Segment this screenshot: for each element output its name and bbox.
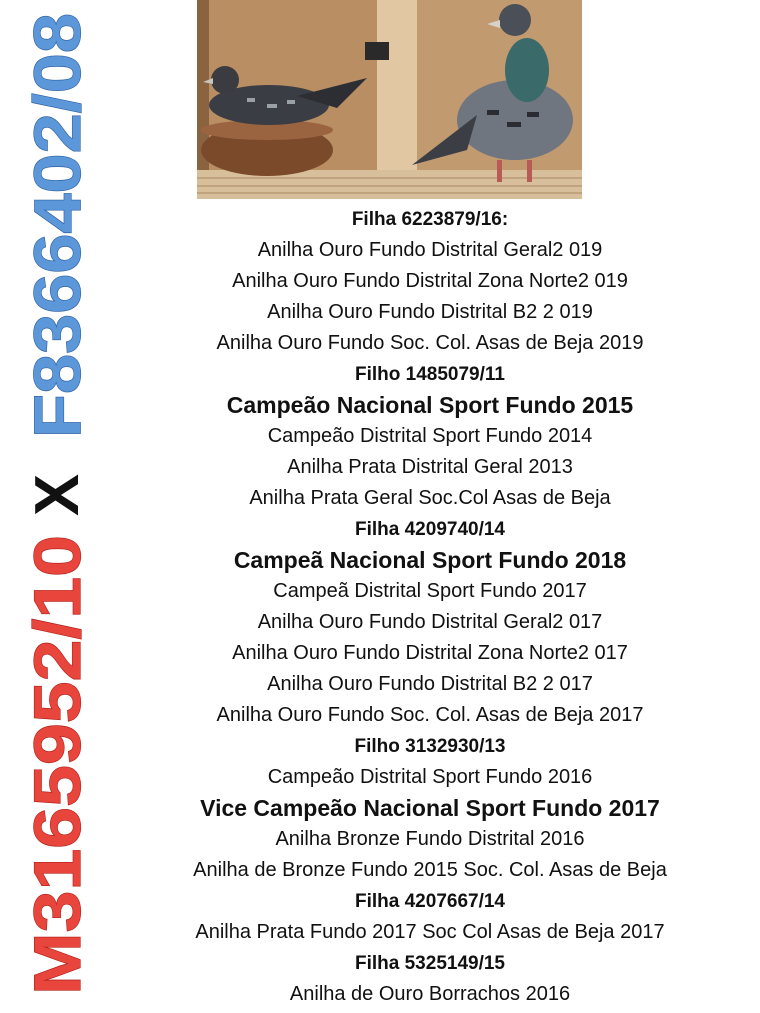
achievement-line: Campeão Distrital Sport Fundo 2016 [267, 766, 593, 788]
achievement-line: Campeã Distrital Sport Fundo 2017 [273, 580, 587, 602]
achievement-line: Anilha Ouro Fundo Distrital B2 2 019 [267, 301, 593, 323]
achievement-line: Anilha Bronze Fundo Distrital 2016 [275, 828, 585, 850]
national-title-line: Campeã Nacional Sport Fundo 2018 [233, 547, 627, 573]
cross-symbol: X [23, 474, 92, 516]
national-title-line: Vice Campeão Nacional Sport Fundo 2017 [200, 795, 660, 821]
achievement-line: Anilha Ouro Fundo Distrital Zona Norte2 019 [232, 270, 628, 292]
achievement-line: Anilha Ouro Fundo Distrital B2 2 017 [267, 673, 593, 695]
pigeon-photo-illustration [197, 0, 582, 199]
achievements-list [100, 204, 760, 1010]
achievement-line: Anilha Ouro Fundo Soc. Col. Asas de Beja 2017 [216, 704, 644, 726]
pedigree-title-graphic [0, 0, 100, 1013]
sire-ring-number: M3165952/10 [20, 591, 94, 995]
dam-ring-number: F8366402/08 [20, 48, 94, 438]
achievement-line: Anilha Prata Geral Soc.Col Asas de Beja [249, 487, 611, 509]
offspring-heading: Filho 3132930/13 [354, 736, 506, 757]
pedigree-title [0, 0, 100, 1013]
national-title-line: Campeão Nacional Sport Fundo 2015 [226, 392, 634, 418]
offspring-heading: Filho 1485079/11 [355, 364, 505, 385]
offspring-heading: Filha 4209740/14 [355, 519, 505, 540]
achievement-line: Anilha Ouro Fundo Distrital Geral2 017 [257, 611, 603, 633]
achievement-line: Campeão Distrital Sport Fundo 2014 [267, 425, 593, 447]
achievement-line: Anilha Ouro Fundo Soc. Col. Asas de Beja 2019 [216, 332, 644, 354]
achievement-line: Anilha de Bronze Fundo 2015 Soc. Col. Asas de Beja [193, 859, 667, 881]
achievement-line: Anilha Prata Fundo 2017 Soc Col Asas de Beja 2017 [195, 921, 665, 943]
offspring-heading: Filha 4207667/14 [355, 891, 505, 912]
offspring-heading: Filha 5325149/15 [355, 953, 505, 974]
pigeon-pair-photo [197, 0, 582, 199]
achievement-line: Anilha Prata Distrital Geral 2013 [287, 456, 573, 478]
achievement-line: Anilha Ouro Fundo Distrital Geral2 019 [257, 239, 603, 261]
achievement-line: Anilha de Ouro Borrachos 2016 [289, 983, 571, 1005]
achievement-line: Anilha Ouro Fundo Distrital Zona Norte2 017 [232, 642, 628, 664]
offspring-heading: Filha 6223879/16: [351, 209, 509, 230]
